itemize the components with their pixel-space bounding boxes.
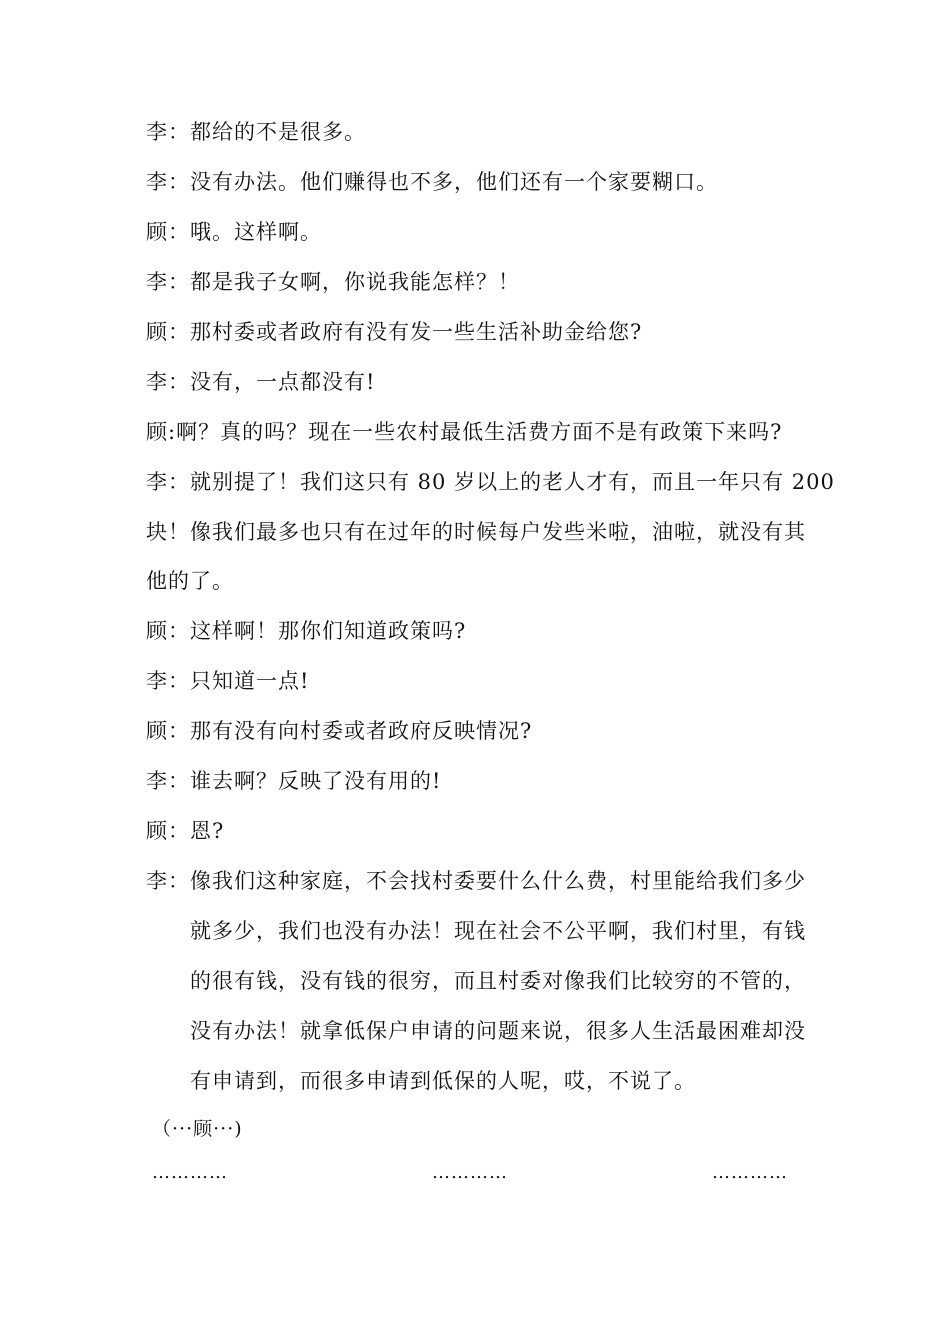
dialogue-line: 李：谁去啊？反映了没有用的! (146, 769, 442, 793)
dialogue-line: 李：像我们这种家庭，不会找村委要什么什么费，村里能给我们多少 (146, 869, 806, 893)
dialogue-line: 顾：恩? (146, 819, 225, 843)
dialogue-line-continued: 他的了。 (146, 569, 234, 593)
dialogue-line: 顾:啊？真的吗？现在一些农村最低生活费方面不是有政策下来吗? (146, 420, 783, 444)
dialogue-line: 顾：那村委或者政府有没有发一些生活补助金给您? (146, 320, 643, 344)
dialogue-line: 李：没有，一点都没有! (146, 370, 376, 394)
dialogue-line: 李：只知道一点! (146, 669, 310, 693)
ellipsis-right: ………… (712, 1162, 788, 1183)
dialogue-line-indented: 的很有钱，没有钱的很穷，而且村委对像我们比较穷的不管的， (190, 969, 806, 993)
dialogue-line: 李：都是我子女啊，你说我能怎样？！ (146, 270, 520, 294)
dialogue-line: 李：都给的不是很多。 (146, 120, 366, 144)
dialogue-line: 顾：那有没有向村委或者政府反映情况? (146, 719, 533, 743)
ellipsis-center: ………… (432, 1162, 508, 1183)
dialogue-line-continued: 块！像我们最多也只有在过年的时候每户发些米啦，油啦，就没有其 (146, 520, 806, 544)
dialogue-line-indented: 有申请到，而很多申请到低保的人呢，哎，不说了。 (190, 1069, 696, 1093)
speaker-note: （···顾···) (152, 1118, 243, 1140)
dialogue-line-indented: 就多少，我们也没有办法！现在社会不公平啊，我们村里，有钱 (190, 919, 806, 943)
dialogue-line: 李：就别提了！我们这只有 80 岁以上的老人才有，而且一年只有 200 (146, 470, 835, 494)
dialogue-line: 顾：哦。这样啊。 (146, 220, 322, 244)
dialogue-line: 顾：这样啊！那你们知道政策吗? (146, 619, 467, 643)
dialogue-line: 李：没有办法。他们赚得也不多，他们还有一个家要糊口。 (146, 170, 718, 194)
ellipsis-left: ………… (152, 1162, 228, 1183)
dialogue-line-indented: 没有办法！就拿低保户申请的问题来说，很多人生活最困难却没 (190, 1019, 806, 1043)
